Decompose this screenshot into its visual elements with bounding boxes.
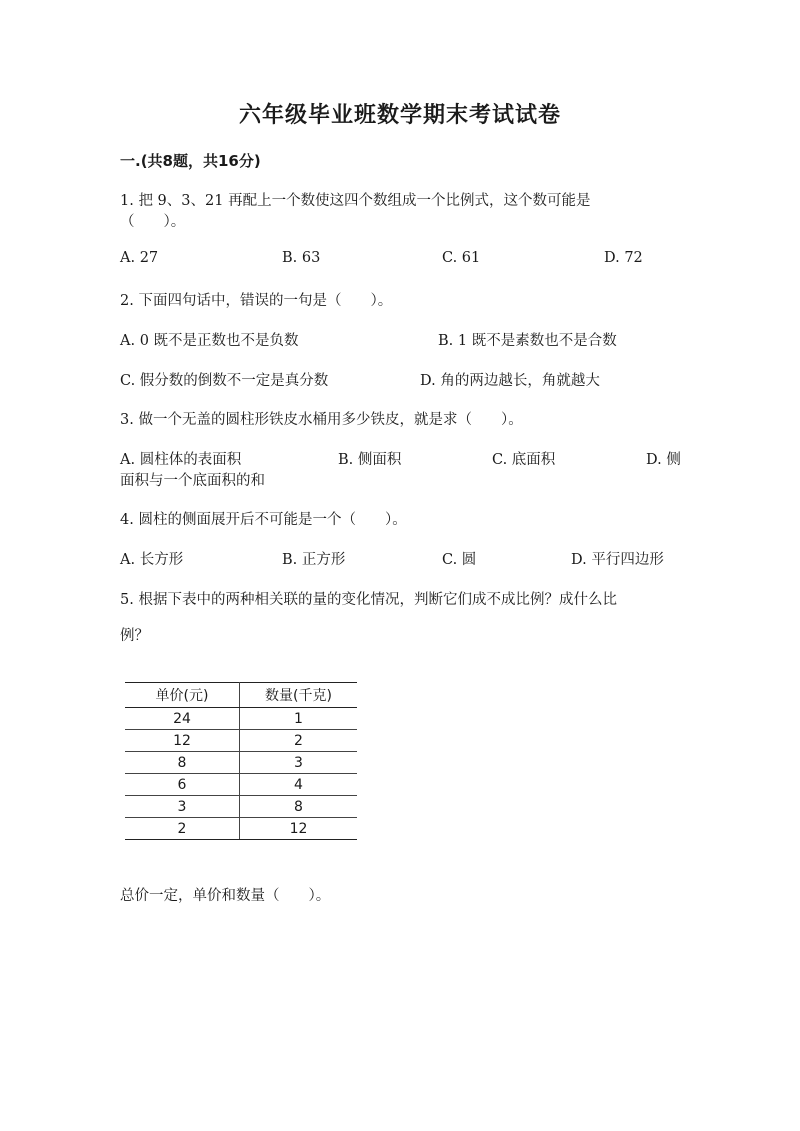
quantity-cell: 4: [240, 774, 358, 796]
table-row: [125, 730, 357, 752]
question-2-stem: 2. 下面四句话中，错误的一句是（ ）。: [120, 293, 393, 309]
q2-option-d: D. 角的两边越长，角就越大: [420, 373, 600, 389]
question-3-stem: 3. 做一个无盖的圆柱形铁皮水桶用多少铁皮，就是求（ ）。: [120, 412, 523, 428]
q2-option-b: B. 1 既不是素数也不是合数: [438, 333, 617, 349]
q4-option-a: A. 长方形: [120, 552, 184, 568]
quantity-header: 数量(千克): [240, 683, 358, 708]
question-1-blank: （ ）。: [120, 214, 186, 230]
unit-price-cell: 24: [125, 708, 240, 730]
unit-price-header: 单价(元): [125, 683, 240, 708]
q4-option-b: B. 正方形: [282, 552, 346, 568]
unit-price-cell: 2: [125, 818, 240, 840]
q2-option-a: A. 0 既不是正数也不是负数: [120, 333, 299, 349]
question-1-stem: 1. 把 9、3、21 再配上一个数使这四个数组成一个比例式，这个数可能是: [120, 193, 591, 209]
quantity-cell: 3: [240, 752, 358, 774]
exam-title: 六年级毕业班数学期末考试试卷: [238, 103, 561, 128]
section-heading: 一.(共8题，共16分): [120, 152, 261, 170]
price-quantity-table: [125, 682, 357, 840]
table-row: [125, 818, 357, 840]
table-row: [125, 708, 357, 730]
q3-option-b: B. 侧面积: [338, 452, 402, 468]
q1-option-d: D. 72: [604, 250, 643, 266]
q1-option-a: A. 27: [120, 250, 159, 266]
unit-price-cell: 12: [125, 730, 240, 752]
q1-option-b: B. 63: [282, 250, 321, 266]
q3-option-d-continuation: 面积与一个底面积的和: [120, 473, 265, 489]
unit-price-cell: 8: [125, 752, 240, 774]
q4-option-d: D. 平行四边形: [571, 552, 664, 568]
table-row: [125, 796, 357, 818]
quantity-cell: 12: [240, 818, 358, 840]
q4-option-c: C. 圆: [442, 552, 477, 568]
unit-price-cell: 6: [125, 774, 240, 796]
q1-option-c: C. 61: [442, 250, 481, 266]
quantity-cell: 8: [240, 796, 358, 818]
q3-option-d: D. 侧: [646, 452, 681, 468]
table-header-row: [125, 683, 357, 708]
question-5-stem: 5. 根据下表中的两种相关联的量的变化情况，判断它们成不成比例？成什么比: [120, 592, 617, 608]
quantity-cell: 1: [240, 708, 358, 730]
question-5-stem-continued: 例？: [120, 628, 149, 644]
question-4-stem: 4. 圆柱的侧面展开后不可能是一个（ ）。: [120, 512, 407, 528]
table-row: [125, 752, 357, 774]
q3-option-a: A. 圆柱体的表面积: [120, 452, 242, 468]
q3-option-c: C. 底面积: [492, 452, 556, 468]
quantity-cell: 2: [240, 730, 358, 752]
question-5-conclusion: 总价一定，单价和数量（ ）。: [120, 888, 331, 904]
table-row: [125, 774, 357, 796]
unit-price-cell: 3: [125, 796, 240, 818]
q2-option-c: C. 假分数的倒数不一定是真分数: [120, 373, 329, 389]
